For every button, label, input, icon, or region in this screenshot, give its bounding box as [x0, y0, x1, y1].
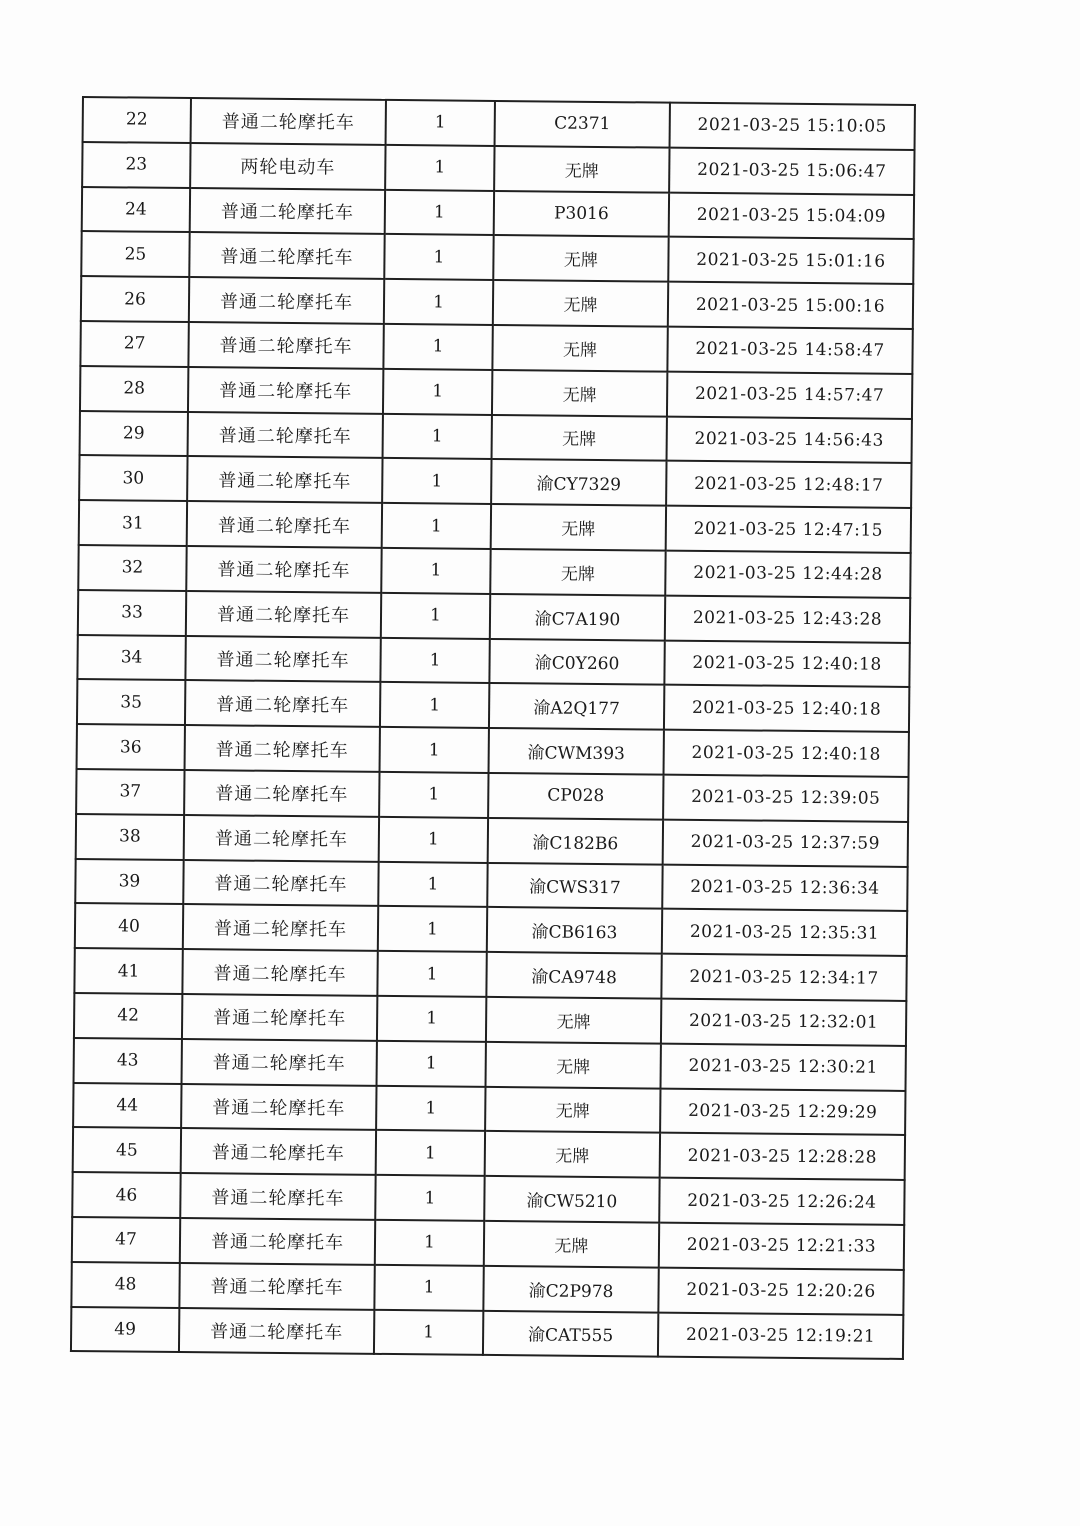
- vehicle-type-cell: 两轮电动车: [190, 143, 385, 190]
- timestamp-cell: 2021-03-25 12:28:28: [660, 1133, 905, 1180]
- timestamp-cell: 2021-03-25 12:43:28: [665, 595, 910, 642]
- plate-number-cell: 渝C0Y260: [489, 639, 664, 685]
- row-number-cell: 45: [73, 1127, 181, 1173]
- table-row: [77, 679, 909, 732]
- quantity-cell: 1: [384, 234, 493, 280]
- timestamp-cell: 2021-03-25 14:56:43: [667, 416, 912, 463]
- vehicle-type-cell: 普通二轮摩托车: [181, 1084, 376, 1131]
- table-row: [71, 1262, 903, 1315]
- plate-number-cell: 无牌: [484, 1221, 659, 1267]
- row-number-cell: 37: [76, 769, 184, 815]
- quantity-cell: 1: [380, 682, 489, 728]
- row-number-cell: 28: [80, 366, 188, 412]
- vehicle-type-cell: 普通二轮摩托车: [190, 188, 385, 235]
- quantity-cell: 1: [374, 1309, 483, 1355]
- timestamp-cell: 2021-03-25 12:29:29: [660, 1088, 905, 1135]
- quantity-cell: 1: [381, 548, 490, 594]
- table-row: [71, 1306, 903, 1359]
- vehicle-type-cell: 普通二轮摩托车: [187, 501, 382, 548]
- timestamp-cell: 2021-03-25 12:34:17: [661, 954, 906, 1001]
- vehicle-type-cell: 普通二轮摩托车: [183, 860, 378, 907]
- quantity-cell: 1: [383, 324, 492, 370]
- row-number-cell: 34: [77, 635, 185, 681]
- table-row: [78, 590, 910, 643]
- quantity-cell: 1: [376, 1085, 485, 1131]
- timestamp-cell: 2021-03-25 12:48:17: [666, 461, 911, 508]
- row-number-cell: 48: [71, 1262, 179, 1308]
- plate-number-cell: 无牌: [491, 504, 666, 550]
- vehicle-type-cell: 普通二轮摩托车: [179, 1308, 374, 1355]
- quantity-cell: 1: [378, 906, 487, 952]
- table-row: [81, 276, 913, 329]
- row-number-cell: 36: [77, 724, 185, 770]
- plate-number-cell: 无牌: [492, 370, 667, 416]
- timestamp-cell: 2021-03-25 12:47:15: [666, 506, 911, 553]
- row-number-cell: 47: [72, 1217, 180, 1263]
- row-number-cell: 24: [82, 187, 190, 233]
- vehicle-type-cell: 普通二轮摩托车: [182, 1039, 377, 1086]
- timestamp-cell: 2021-03-25 14:57:47: [667, 371, 912, 418]
- quantity-cell: 1: [377, 951, 486, 997]
- plate-number-cell: 无牌: [492, 325, 667, 371]
- timestamp-cell: 2021-03-25 14:58:47: [667, 327, 912, 374]
- plate-number-cell: CP028: [488, 773, 663, 819]
- plate-number-cell: 无牌: [486, 1042, 661, 1088]
- plate-number-cell: 渝CWS317: [487, 862, 662, 908]
- row-number-cell: 40: [75, 903, 183, 949]
- quantity-cell: 1: [380, 637, 489, 683]
- plate-number-cell: 无牌: [492, 415, 667, 461]
- plate-number-cell: 渝CAT555: [483, 1310, 658, 1356]
- timestamp-cell: 2021-03-25 12:40:18: [664, 640, 909, 687]
- plate-number-cell: C2371: [495, 101, 670, 147]
- timestamp-cell: 2021-03-25 12:30:21: [661, 1043, 906, 1090]
- plate-number-cell: 渝CWM393: [489, 728, 664, 774]
- row-number-cell: 33: [78, 590, 186, 636]
- plate-number-cell: 无牌: [493, 235, 668, 281]
- quantity-cell: 1: [379, 772, 488, 818]
- timestamp-cell: 2021-03-25 15:10:05: [670, 103, 915, 150]
- plate-number-cell: P3016: [494, 191, 669, 237]
- table-row: [76, 814, 908, 867]
- quantity-cell: 1: [375, 1175, 484, 1221]
- row-number-cell: 23: [82, 142, 190, 188]
- table-row: [78, 545, 910, 598]
- quantity-cell: 1: [377, 996, 486, 1042]
- timestamp-cell: 2021-03-25 12:40:18: [664, 685, 909, 732]
- row-number-cell: 42: [74, 993, 182, 1039]
- vehicle-type-cell: 普通二轮摩托车: [182, 994, 377, 1041]
- table-row: [80, 411, 912, 464]
- timestamp-cell: 2021-03-25 12:20:26: [658, 1267, 903, 1314]
- timestamp-cell: 2021-03-25 12:36:34: [662, 864, 907, 911]
- table-row: [80, 321, 912, 374]
- vehicle-type-cell: 普通二轮摩托车: [191, 98, 386, 145]
- quantity-cell: 1: [377, 1041, 486, 1087]
- quantity-cell: 1: [386, 100, 495, 146]
- timestamp-cell: 2021-03-25 12:21:33: [659, 1223, 904, 1270]
- plate-number-cell: 渝CW5210: [484, 1176, 659, 1222]
- quantity-cell: 1: [381, 593, 490, 639]
- row-number-cell: 30: [79, 455, 187, 501]
- table-row: [83, 97, 915, 150]
- table-row: [77, 724, 909, 777]
- vehicle-type-cell: 普通二轮摩托车: [182, 949, 377, 996]
- table-row: [76, 769, 908, 822]
- vehicle-type-cell: 普通二轮摩托车: [180, 1173, 375, 1220]
- plate-number-cell: 渝CB6163: [487, 907, 662, 953]
- vehicle-type-cell: 普通二轮摩托车: [185, 725, 380, 772]
- row-number-cell: 25: [81, 231, 189, 277]
- quantity-cell: 1: [383, 369, 492, 415]
- timestamp-cell: 2021-03-25 12:32:01: [661, 999, 906, 1046]
- quantity-cell: 1: [379, 817, 488, 863]
- quantity-cell: 1: [382, 458, 491, 504]
- table-row: [73, 1127, 905, 1180]
- row-number-cell: 44: [73, 1082, 181, 1128]
- plate-number-cell: 无牌: [486, 997, 661, 1043]
- row-number-cell: 39: [75, 859, 183, 905]
- table-row: [73, 1082, 905, 1135]
- timestamp-cell: 2021-03-25 15:06:47: [669, 147, 914, 194]
- plate-number-cell: 无牌: [494, 146, 669, 192]
- table-row: [81, 231, 913, 284]
- vehicle-type-cell: 普通二轮摩托车: [186, 546, 381, 593]
- vehicle-type-cell: 普通二轮摩托车: [188, 412, 383, 459]
- quantity-cell: 1: [380, 727, 489, 773]
- table-row: [75, 903, 907, 956]
- table-row: [80, 366, 912, 419]
- table-row: [72, 1172, 904, 1225]
- row-number-cell: 35: [77, 679, 185, 725]
- vehicle-type-cell: 普通二轮摩托车: [183, 904, 378, 951]
- plate-number-cell: 无牌: [485, 1131, 660, 1177]
- row-number-cell: 49: [71, 1306, 179, 1352]
- quantity-cell: 1: [378, 861, 487, 907]
- table-row: [72, 1217, 904, 1270]
- vehicle-type-cell: 普通二轮摩托车: [179, 1263, 374, 1310]
- table-row: [82, 187, 914, 240]
- timestamp-cell: 2021-03-25 12:37:59: [663, 819, 908, 866]
- plate-number-cell: 渝C2P978: [483, 1266, 658, 1312]
- vehicle-type-cell: 普通二轮摩托车: [189, 232, 384, 279]
- vehicle-type-cell: 普通二轮摩托车: [187, 456, 382, 503]
- quantity-cell: 1: [374, 1265, 483, 1311]
- row-number-cell: 22: [83, 97, 191, 143]
- row-number-cell: 41: [74, 948, 182, 994]
- quantity-cell: 1: [384, 279, 493, 325]
- timestamp-cell: 2021-03-25 12:26:24: [659, 1178, 904, 1225]
- vehicle-type-cell: 普通二轮摩托车: [185, 680, 380, 727]
- row-number-cell: 27: [80, 321, 188, 367]
- vehicle-type-cell: 普通二轮摩托车: [180, 1218, 375, 1265]
- table-row: [74, 993, 906, 1046]
- plate-number-cell: 无牌: [490, 549, 665, 595]
- row-number-cell: 32: [78, 545, 186, 591]
- timestamp-cell: 2021-03-25 15:00:16: [668, 282, 913, 329]
- vehicle-type-cell: 普通二轮摩托车: [189, 277, 384, 324]
- plate-number-cell: 渝CA9748: [486, 952, 661, 998]
- vehicle-type-cell: 普通二轮摩托车: [185, 636, 380, 683]
- plate-number-cell: 渝CY7329: [491, 459, 666, 505]
- timestamp-cell: 2021-03-25 12:39:05: [663, 775, 908, 822]
- plate-number-cell: 渝C7A190: [490, 594, 665, 640]
- timestamp-cell: 2021-03-25 15:01:16: [668, 237, 913, 284]
- table-row: [79, 455, 911, 508]
- row-number-cell: 46: [72, 1172, 180, 1218]
- row-number-cell: 38: [76, 814, 184, 860]
- records-table-body: [71, 97, 915, 1359]
- vehicle-records-table: [70, 96, 916, 1360]
- table-row: [77, 635, 909, 688]
- records-table-wrapper: [70, 96, 914, 1360]
- row-number-cell: 26: [81, 276, 189, 322]
- plate-number-cell: 渝C182B6: [488, 818, 663, 864]
- vehicle-type-cell: 普通二轮摩托车: [184, 770, 379, 817]
- table-row: [74, 948, 906, 1001]
- quantity-cell: 1: [375, 1220, 484, 1266]
- plate-number-cell: 渝A2Q177: [489, 683, 664, 729]
- timestamp-cell: 2021-03-25 12:35:31: [662, 909, 907, 956]
- vehicle-type-cell: 普通二轮摩托车: [181, 1128, 376, 1175]
- timestamp-cell: 2021-03-25 12:44:28: [665, 551, 910, 598]
- timestamp-cell: 2021-03-25 12:19:21: [658, 1312, 903, 1359]
- table-row: [74, 1038, 906, 1091]
- table-row: [75, 859, 907, 912]
- plate-number-cell: 无牌: [485, 1086, 660, 1132]
- plate-number-cell: 无牌: [493, 280, 668, 326]
- quantity-cell: 1: [382, 503, 491, 549]
- row-number-cell: 43: [74, 1038, 182, 1084]
- quantity-cell: 1: [376, 1130, 485, 1176]
- vehicle-type-cell: 普通二轮摩托车: [188, 322, 383, 369]
- quantity-cell: 1: [385, 145, 494, 191]
- row-number-cell: 29: [80, 411, 188, 457]
- vehicle-type-cell: 普通二轮摩托车: [188, 367, 383, 414]
- table-row: [79, 500, 911, 553]
- timestamp-cell: 2021-03-25 12:40:18: [664, 730, 909, 777]
- vehicle-type-cell: 普通二轮摩托车: [184, 815, 379, 862]
- quantity-cell: 1: [383, 413, 492, 459]
- vehicle-type-cell: 普通二轮摩托车: [186, 591, 381, 638]
- table-row: [82, 142, 914, 195]
- timestamp-cell: 2021-03-25 15:04:09: [669, 192, 914, 239]
- row-number-cell: 31: [79, 500, 187, 546]
- quantity-cell: 1: [385, 190, 494, 236]
